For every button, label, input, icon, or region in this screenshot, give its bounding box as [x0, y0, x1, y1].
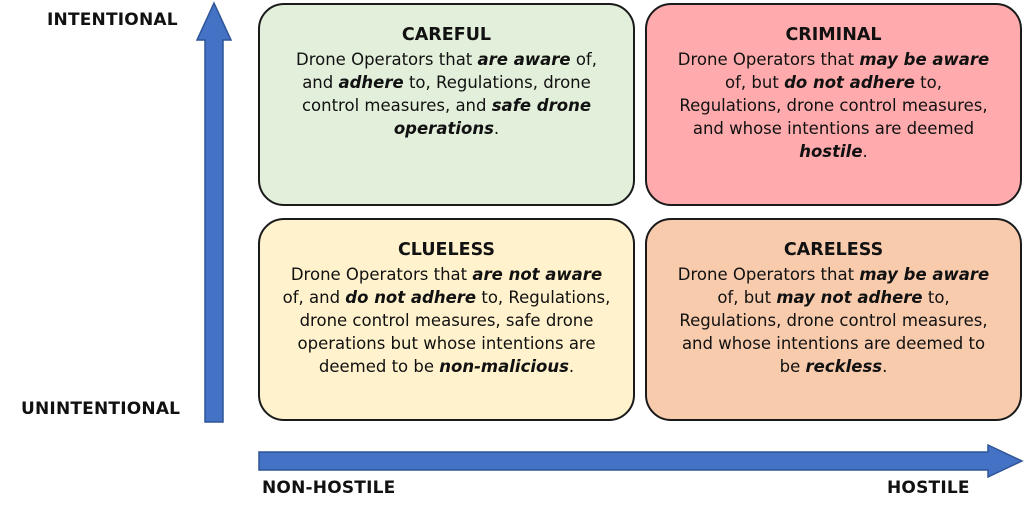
quadrant-description: Drone Operators that may be aware of, but may not adhere to, Regulations, drone control measures, and whose intentions are deemed to be reckless.: [677, 265, 990, 376]
quadrant-criminal: [645, 3, 1022, 206]
quadrant-description: Drone Operators that may be aware of, but do not adhere to, Regulations, drone control measures, and whose intentions are deemed hostile.: [677, 50, 990, 161]
quadrant-title: CLUELESS: [397, 240, 496, 260]
y-axis-bottom-label: UNINTENTIONAL: [21, 399, 181, 419]
quadrant-careless: [645, 218, 1022, 421]
quadrant-description: Drone Operators that are not aware of, and do not adhere to, Regulations, drone control measures, safe drone operations but whose intentions are deemed to be non-malicious.: [282, 265, 611, 376]
quadrant-title: CARELESS: [783, 240, 884, 260]
vertical-axis-arrow: [197, 3, 231, 422]
quadrant-title: CRIMINAL: [785, 25, 882, 45]
x-axis-left-label: NON-HOSTILE: [262, 478, 396, 498]
y-axis-top-label: INTENTIONAL: [47, 10, 178, 30]
horizontal-axis-arrow: [259, 445, 1022, 477]
quadrant-title: CAREFUL: [401, 25, 492, 45]
x-axis-right-label: HOSTILE: [887, 478, 970, 498]
quadrant-careful: [258, 3, 635, 206]
quadrant-description: Drone Operators that are aware of, and adhere to, Regulations, drone control measures, and safe drone operations.: [296, 50, 597, 138]
quadrant-clueless: [258, 218, 635, 421]
